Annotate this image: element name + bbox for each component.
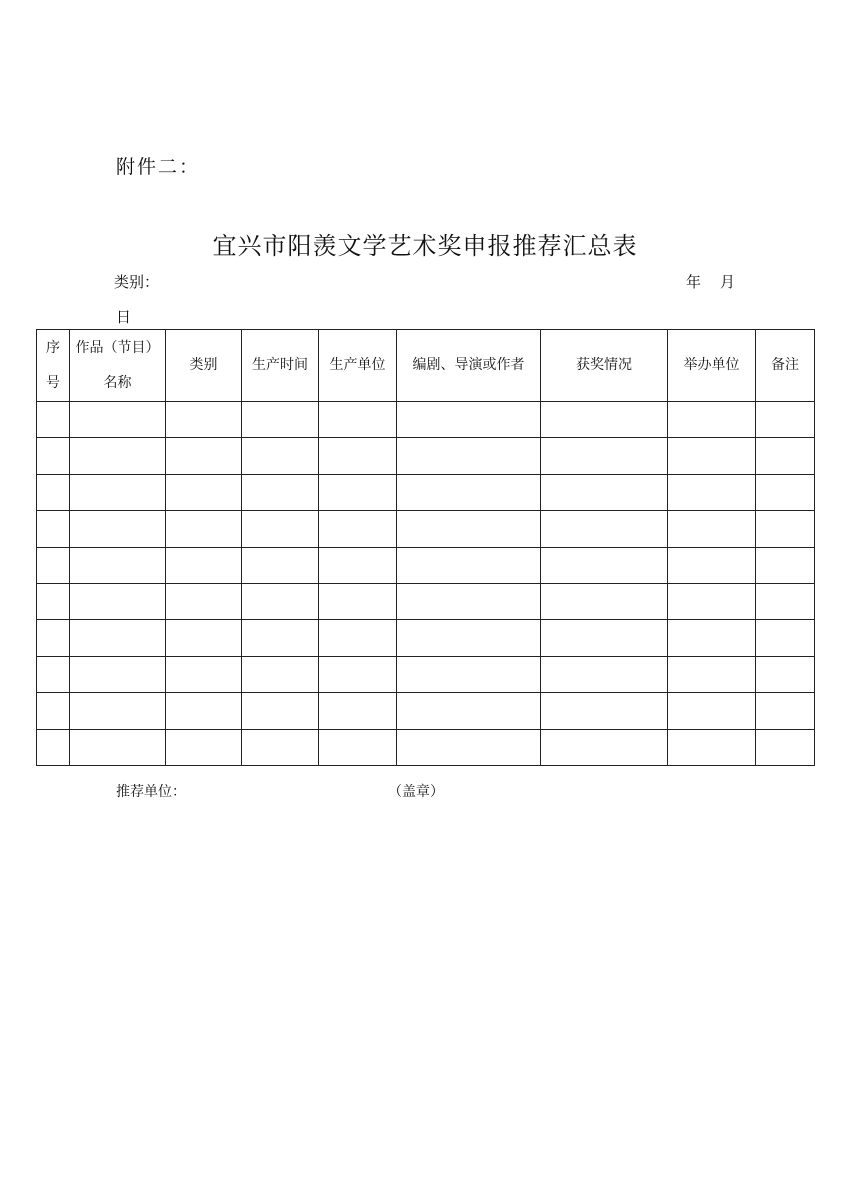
column-header-index: 序 号 xyxy=(37,330,70,402)
table-cell[interactable] xyxy=(37,583,70,619)
table-cell[interactable] xyxy=(397,438,541,474)
table-cell[interactable] xyxy=(756,656,815,692)
column-header-organizer: 举办单位 xyxy=(668,330,756,402)
table-cell[interactable] xyxy=(668,547,756,583)
table-cell[interactable] xyxy=(37,729,70,765)
column-header-production-time: 生产时间 xyxy=(242,330,319,402)
table-cell[interactable] xyxy=(756,438,815,474)
table-cell[interactable] xyxy=(319,729,397,765)
table-cell[interactable] xyxy=(756,583,815,619)
table-cell[interactable] xyxy=(166,438,242,474)
month-label: 月 xyxy=(720,273,736,291)
table-cell[interactable] xyxy=(166,729,242,765)
table-cell[interactable] xyxy=(541,547,668,583)
table-cell[interactable] xyxy=(756,693,815,729)
table-header-row xyxy=(37,330,815,402)
table-cell[interactable] xyxy=(166,656,242,692)
table-cell[interactable] xyxy=(70,656,166,692)
table-cell[interactable] xyxy=(397,693,541,729)
table-cell[interactable] xyxy=(397,620,541,656)
table-cell[interactable] xyxy=(668,656,756,692)
table-cell[interactable] xyxy=(668,474,756,510)
table-row xyxy=(37,620,815,656)
summary-table xyxy=(36,329,815,766)
table-cell[interactable] xyxy=(319,547,397,583)
document-title: 宜兴市阳羡文学艺术奖申报推荐汇总表 xyxy=(212,232,638,260)
table-cell[interactable] xyxy=(70,583,166,619)
table-cell[interactable] xyxy=(756,729,815,765)
table-row xyxy=(37,474,815,510)
table-cell[interactable] xyxy=(70,729,166,765)
table-cell[interactable] xyxy=(397,511,541,547)
table-cell[interactable] xyxy=(668,511,756,547)
table-cell[interactable] xyxy=(319,402,397,438)
recommender-label: 推荐单位： xyxy=(116,784,186,800)
table-cell[interactable] xyxy=(242,474,319,510)
table-row xyxy=(37,547,815,583)
column-header-awards: 获奖情况 xyxy=(541,330,668,402)
table-cell[interactable] xyxy=(319,656,397,692)
table-cell[interactable] xyxy=(319,620,397,656)
table-cell[interactable] xyxy=(668,402,756,438)
column-header-notes: 备注 xyxy=(756,330,815,402)
table-cell[interactable] xyxy=(397,656,541,692)
table-cell[interactable] xyxy=(166,402,242,438)
table-cell[interactable] xyxy=(668,693,756,729)
table-cell[interactable] xyxy=(319,511,397,547)
table-cell[interactable] xyxy=(541,656,668,692)
table-cell[interactable] xyxy=(541,583,668,619)
table-cell[interactable] xyxy=(166,693,242,729)
table-cell[interactable] xyxy=(319,693,397,729)
table-row xyxy=(37,438,815,474)
table-row xyxy=(37,402,815,438)
table-cell[interactable] xyxy=(166,547,242,583)
table-cell[interactable] xyxy=(70,511,166,547)
table-cell[interactable] xyxy=(37,438,70,474)
column-header-author: 编剧、导演或作者 xyxy=(397,330,541,402)
table-cell[interactable] xyxy=(242,511,319,547)
table-cell[interactable] xyxy=(242,547,319,583)
table-cell[interactable] xyxy=(541,438,668,474)
table-cell[interactable] xyxy=(37,474,70,510)
table-cell[interactable] xyxy=(756,547,815,583)
table-cell[interactable] xyxy=(166,474,242,510)
seal-label: （盖章） xyxy=(388,784,444,800)
table-cell[interactable] xyxy=(242,620,319,656)
table-row xyxy=(37,729,815,765)
table-cell[interactable] xyxy=(756,511,815,547)
table-cell[interactable] xyxy=(166,511,242,547)
table-row xyxy=(37,583,815,619)
table-cell[interactable] xyxy=(668,620,756,656)
table-cell[interactable] xyxy=(70,620,166,656)
table-cell[interactable] xyxy=(166,620,242,656)
table-cell[interactable] xyxy=(70,402,166,438)
table-cell[interactable] xyxy=(242,656,319,692)
table-cell[interactable] xyxy=(242,438,319,474)
attachment-label: 附件二： xyxy=(116,156,201,178)
table-cell[interactable] xyxy=(319,474,397,510)
table-cell[interactable] xyxy=(756,402,815,438)
table-cell[interactable] xyxy=(541,402,668,438)
category-label: 类别： xyxy=(114,273,160,291)
table-cell[interactable] xyxy=(242,402,319,438)
table-cell[interactable] xyxy=(242,693,319,729)
table-cell[interactable] xyxy=(37,511,70,547)
table-cell[interactable] xyxy=(397,402,541,438)
table-cell[interactable] xyxy=(37,693,70,729)
table-cell[interactable] xyxy=(668,438,756,474)
table-row xyxy=(37,693,815,729)
table-cell[interactable] xyxy=(668,583,756,619)
column-header-work-name: 作品（节目） 名称 xyxy=(70,330,166,402)
table-cell[interactable] xyxy=(70,693,166,729)
table-cell[interactable] xyxy=(70,547,166,583)
column-header-production-unit: 生产单位 xyxy=(319,330,397,402)
table-cell[interactable] xyxy=(166,583,242,619)
table-cell[interactable] xyxy=(397,474,541,510)
table-cell[interactable] xyxy=(541,511,668,547)
table-cell[interactable] xyxy=(397,729,541,765)
table-cell[interactable] xyxy=(397,547,541,583)
table-row xyxy=(37,511,815,547)
table-cell[interactable] xyxy=(37,620,70,656)
table-cell[interactable] xyxy=(319,438,397,474)
day-label: 日 xyxy=(116,308,132,326)
table-cell[interactable] xyxy=(70,438,166,474)
table-cell[interactable] xyxy=(37,656,70,692)
table-cell[interactable] xyxy=(541,474,668,510)
table-cell[interactable] xyxy=(70,474,166,510)
table-cell[interactable] xyxy=(756,620,815,656)
table-cell[interactable] xyxy=(541,620,668,656)
table-cell[interactable] xyxy=(756,474,815,510)
year-label: 年 xyxy=(686,273,702,291)
table-cell[interactable] xyxy=(242,583,319,619)
table-row xyxy=(37,656,815,692)
table-cell[interactable] xyxy=(319,583,397,619)
table-cell[interactable] xyxy=(37,402,70,438)
table-cell[interactable] xyxy=(668,729,756,765)
column-header-category: 类别 xyxy=(166,330,242,402)
table-cell[interactable] xyxy=(37,547,70,583)
table-cell[interactable] xyxy=(541,729,668,765)
table-cell[interactable] xyxy=(242,729,319,765)
table-cell[interactable] xyxy=(541,693,668,729)
table-cell[interactable] xyxy=(397,583,541,619)
